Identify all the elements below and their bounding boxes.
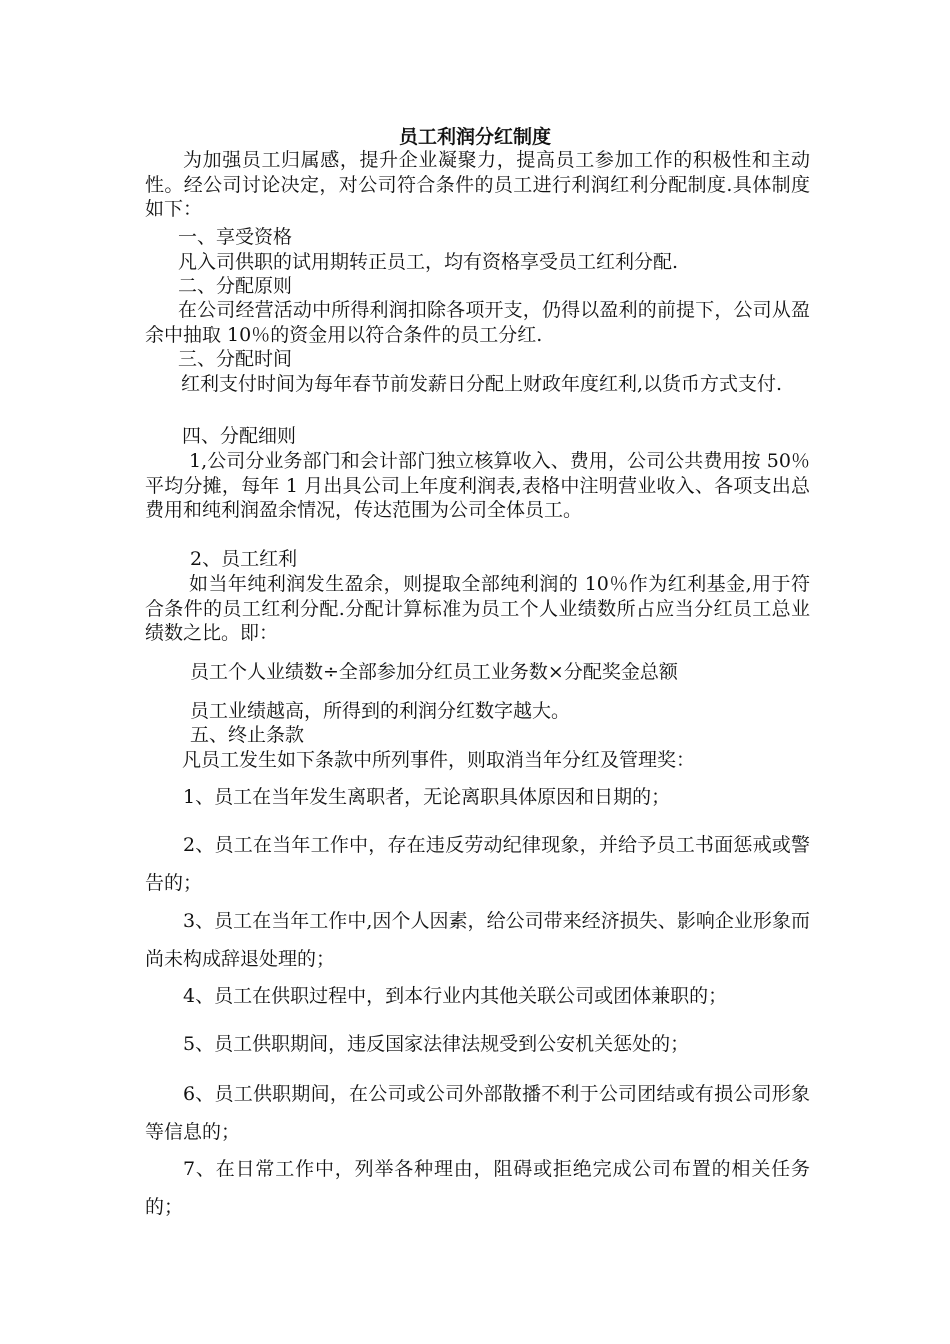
details-item-2-body: 如当年纯利润发生盈余，则提取全部纯利润的 10％作为红利基金,用于符合条件的员工红利分配.分配计算标准为员工个人业绩数所占应当分红员工总业绩数之比。即： (145, 573, 810, 644)
intro-paragraph: 为加强员工归属感，提升企业凝聚力，提高员工参加工作的积极性和主动性。经公司讨论决定，对公司符合条件的员工进行利润红利分配制度.具体制度如下： (145, 149, 810, 220)
section-heading-timing: 三、分配时间 (178, 348, 293, 370)
clause-3: 3、员工在当年工作中,因个人因素，给公司带来经济损失、影响企业形象而尚未构成辞退处理的； (145, 910, 810, 970)
section-heading-principle: 二、分配原则 (178, 275, 293, 297)
details-item-2-heading: 2、员工红利 (190, 548, 298, 570)
document-title: 员工利润分红制度 (398, 126, 551, 148)
clause-4: 4、员工在供职过程中，到本行业内其他关联公司或团体兼职的； (183, 985, 728, 1007)
section-body-eligibility: 凡入司供职的试用期转正员工，均有资格享受员工红利分配. (178, 251, 679, 273)
clause-7: 7、在日常工作中，列举各种理由，阻碍或拒绝完成公司布置的相关任务的； (145, 1158, 810, 1218)
section-body-principle: 在公司经营活动中所得利润扣除各项开支，仍得以盈利的前提下，公司从盈余中抽取 10％的资金用以符合条件的员工分红. (145, 299, 810, 346)
clause-6: 6、员工供职期间，在公司或公司外部散播不利于公司团结或有损公司形象等信息的； (145, 1083, 810, 1143)
bonus-note: 员工业绩越高，所得到的利润分红数字越大。 (190, 700, 571, 722)
clause-1: 1、员工在当年发生离职者，无论离职具体原因和日期的； (183, 786, 671, 808)
clause-2: 2、员工在当年工作中，存在违反劳动纪律现象，并给予员工书面惩戒或警告的； (145, 834, 810, 894)
section-heading-eligibility: 一、享受资格 (178, 226, 293, 248)
section-heading-termination: 五、终止条款 (190, 724, 305, 746)
section-heading-details: 四、分配细则 (182, 425, 297, 447)
bonus-formula: 员工个人业绩数÷全部参加分红员工业务数×分配奖金总额 (190, 661, 678, 683)
section-body-termination: 凡员工发生如下条款中所列事件，则取消当年分红及管理奖： (182, 749, 696, 771)
section-body-timing: 红利支付时间为每年春节前发薪日分配上财政年度红利,以货币方式支付. (181, 373, 783, 395)
clause-5: 5、员工供职期间，违反国家法律法规受到公安机关惩处的； (183, 1033, 690, 1055)
details-item-1: 1,公司分业务部门和会计部门独立核算收入、费用，公司公共费用按 50％平均分摊，每年 1 月出具公司上年度利润表,表格中注明营业收入、各项支出总费用和纯利润盈余情况，传达范围为公司全体员工。 (145, 450, 810, 521)
